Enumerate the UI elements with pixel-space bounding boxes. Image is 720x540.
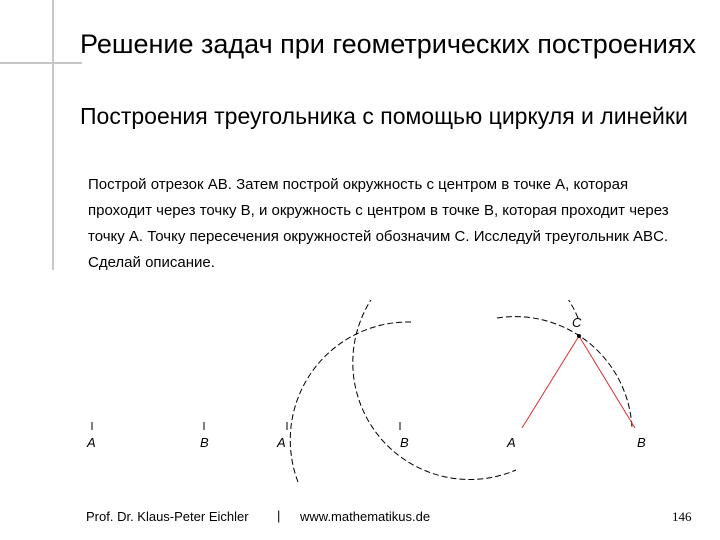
step3-label-a: A: [507, 435, 516, 450]
slide-subtitle: Построения треугольника с помощью циркуля и линейки: [80, 103, 688, 129]
triangle-side-ac: [522, 336, 579, 428]
decorative-vertical-line: [52, 0, 54, 270]
step2-circle-construction: [276, 322, 411, 482]
step2-label-b: B: [400, 435, 409, 450]
page-number: 146: [672, 509, 692, 524]
slide-title: Решение задач при геометрических построениях: [80, 29, 696, 59]
step2-arc: [290, 322, 411, 482]
triangle-side-bc: [579, 336, 635, 428]
step2-label-a: A: [277, 435, 286, 450]
point-c: [577, 334, 581, 338]
step3-label-b: B: [637, 435, 646, 450]
step3-label-c: C: [572, 315, 582, 330]
step1-segment-ab: [86, 422, 209, 450]
step3-arc-left: [353, 300, 578, 480]
step1-label-a: A: [87, 435, 96, 450]
footer-author: Prof. Dr. Klaus-Peter Eichler: [86, 509, 249, 524]
step1-label-b: B: [200, 435, 209, 450]
task-text: Построй отрезок AB. Затем построй окружность с центром в точке A, которая проходит через точку B, и окружность с центром в точке B, которая проходит через точку A. Точку пересечения окружностей обозначим C. Исследуй треугольник ABC. Сделай описание.: [88, 176, 669, 271]
construction-figure: [70, 300, 710, 500]
step3-arc-right: [497, 317, 632, 428]
step3-triangle-construction: [353, 300, 646, 480]
decorative-horizontal-line: [0, 62, 82, 64]
footer-url: www.mathematikus.de: [300, 509, 431, 524]
footer-separator: |: [277, 508, 281, 523]
